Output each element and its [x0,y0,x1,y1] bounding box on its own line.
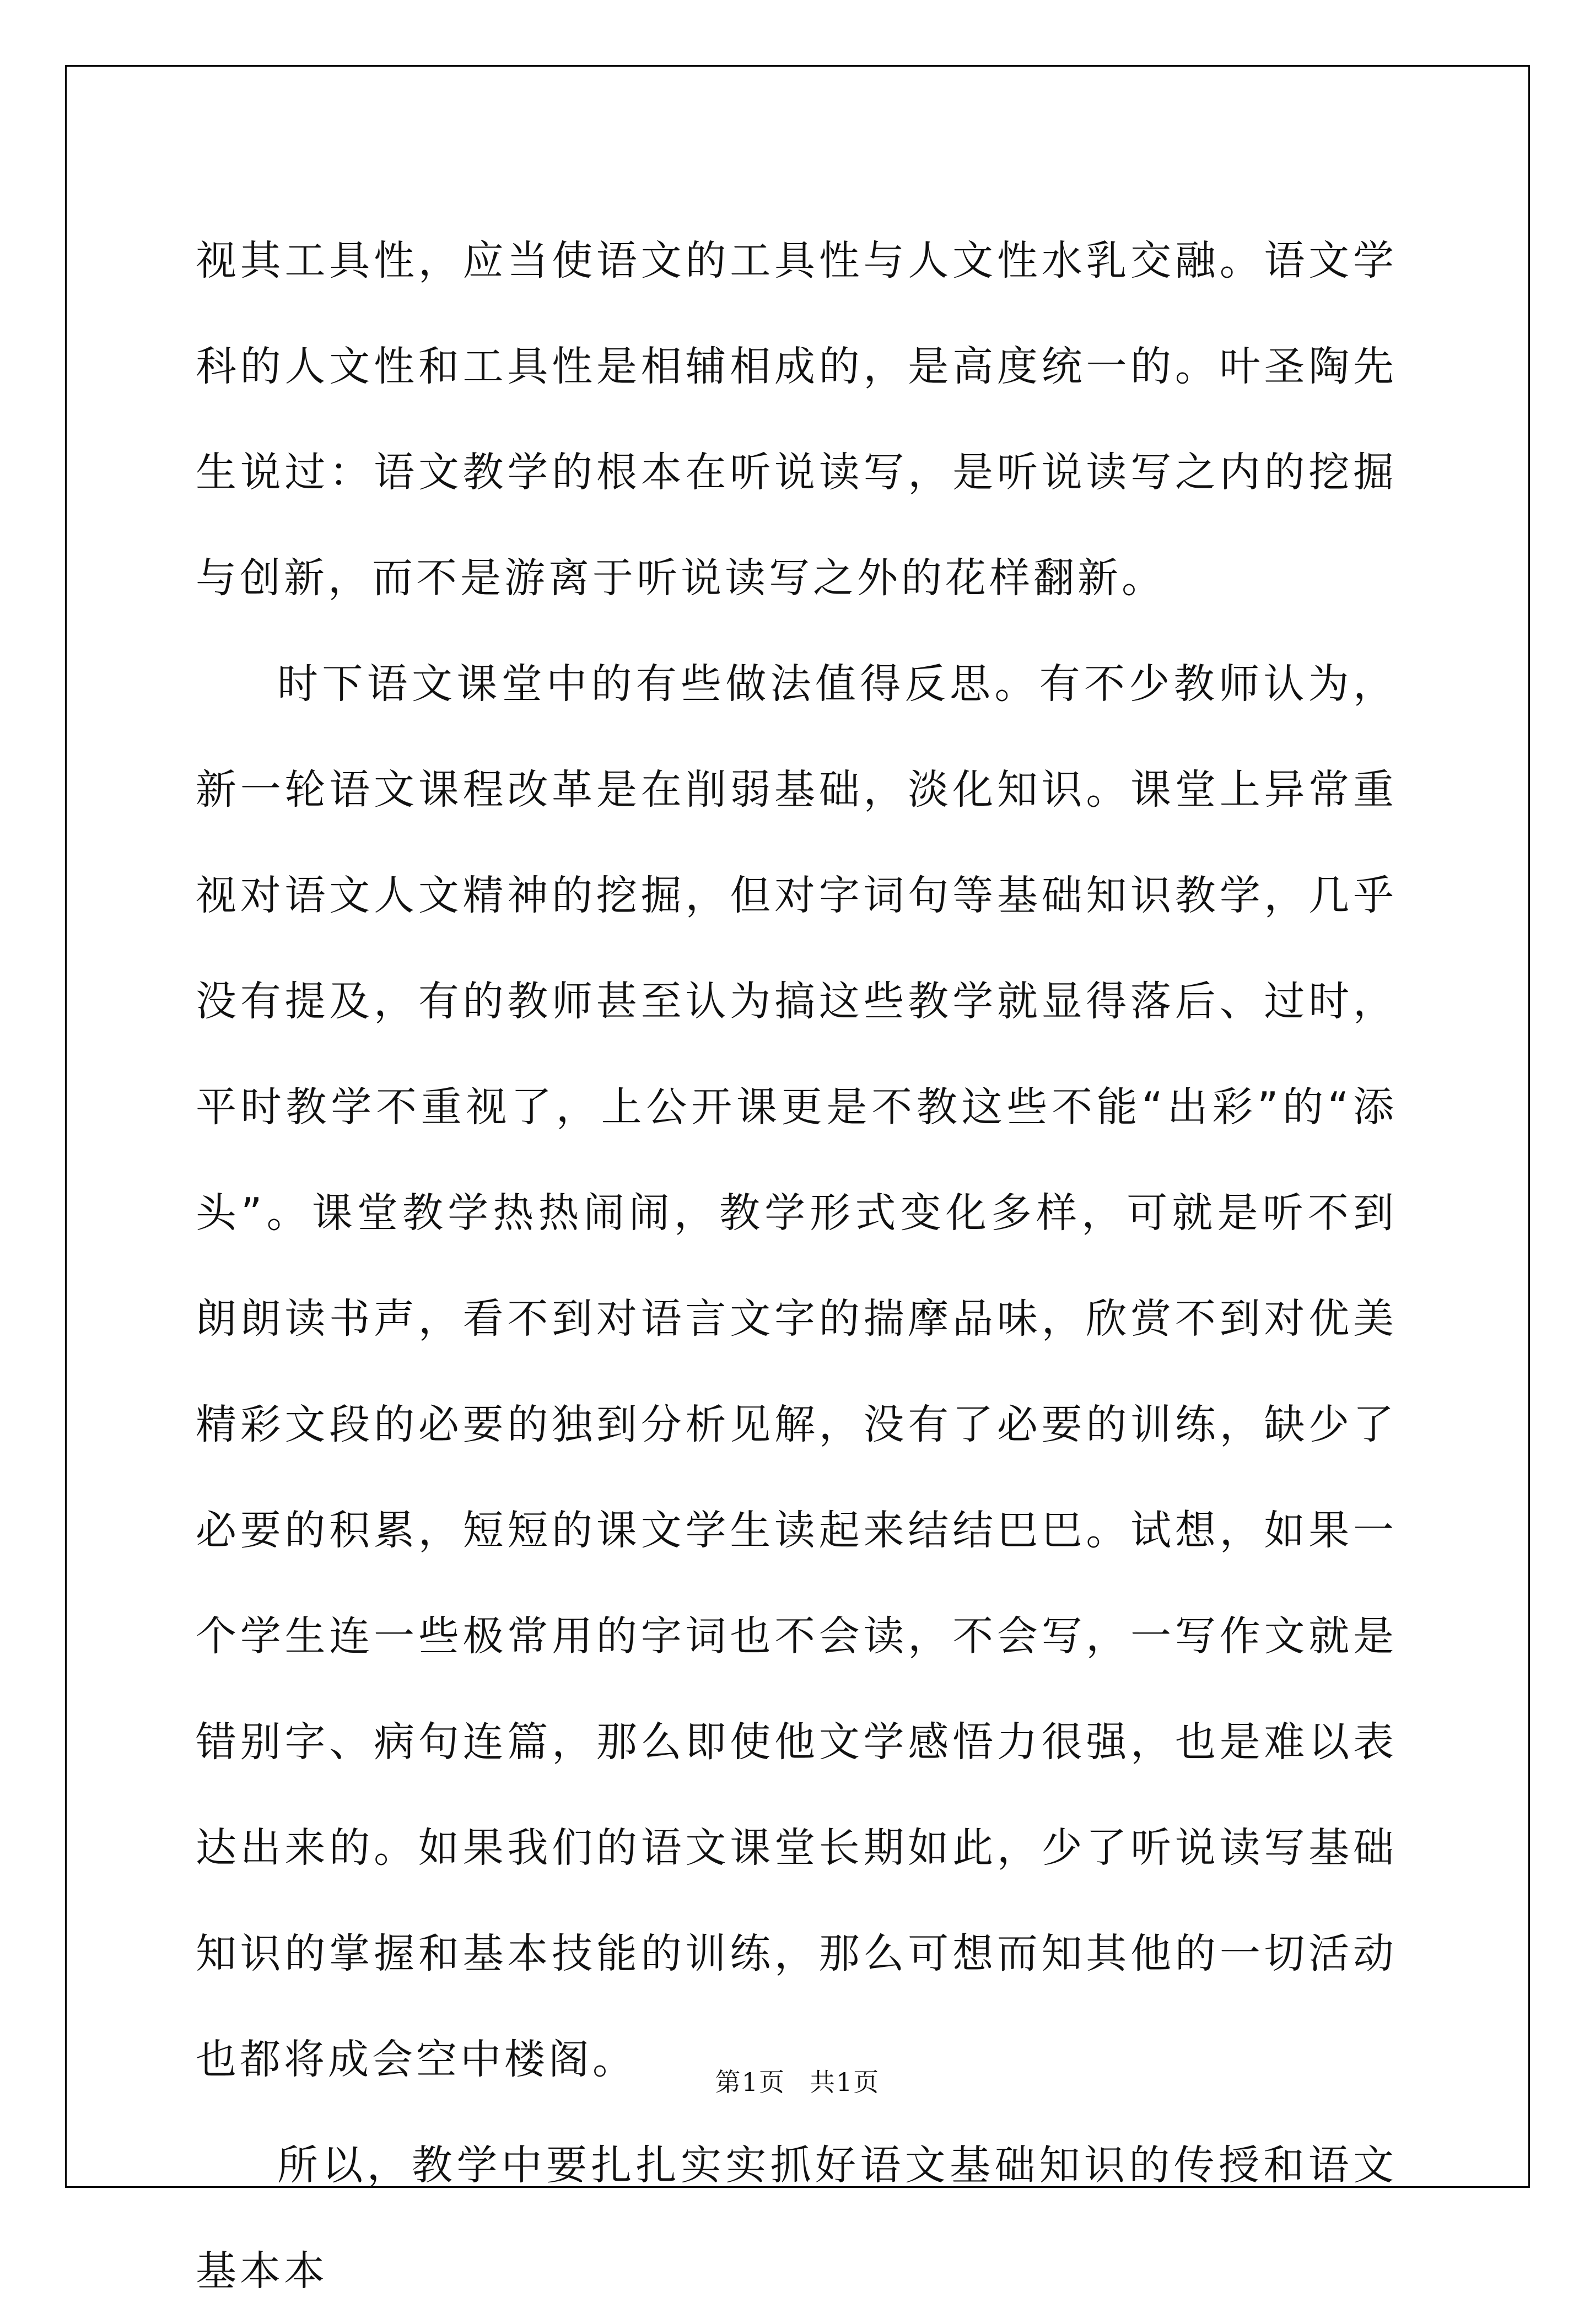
page-number: 第1页 [715,2067,785,2097]
page-footer [0,2062,1595,2099]
paragraph-3: 所以，教学中要扎扎实实抓好语文基础知识的传授和语文基本本 [196,2142,1397,2295]
paragraph-2: 时下语文课堂中的有些做法值得反思。有不少教师认为，新一轮语文课程改革是在削弱基础，淡化知识。课堂上异常重视对语文人文精神的挖掘，但对字词句等基础知识教学，几乎没有提及，有的教师甚至认为搞这些教学就显得落后、过时，平时教学不重视了，上公开课更是不教这些不能“出彩”的“添头”。课堂教学热热闹闹，教学形式变化多样，可就是听不到朗朗读书声，看不到对语言文字的揣摩品味，欣赏不到对优美精彩文段的必要的独到分析见解，没有了必要的训练，缺少了必要的积累，短短的课文学生读起来结结巴巴。试想，如果一个学生连一些极常用的字词也不会读，不会写，一写作文就是错别字、病句连篇，那么即使他文学感悟力很强，也是难以表达出来的。如果我们的语文课堂长期如此，少了听说读写基础知识的掌握和基本技能的训练，那么可想而知其他的一切活动也都将成会空中楼阁。 [196,660,1397,2083]
paragraph-1: 视其工具性，应当使语文的工具性与人文性水乳交融。语文学科的人文性和工具性是相辅相成的，是高度统一的。叶圣陶先生说过：语文教学的根本在听说读写，是听说读写之内的挖掘与创新，而不是游离于听说读写之外的花样翻新。 [196,237,1397,602]
total-pages: 共1页 [810,2067,880,2097]
document-body [196,212,1397,2324]
